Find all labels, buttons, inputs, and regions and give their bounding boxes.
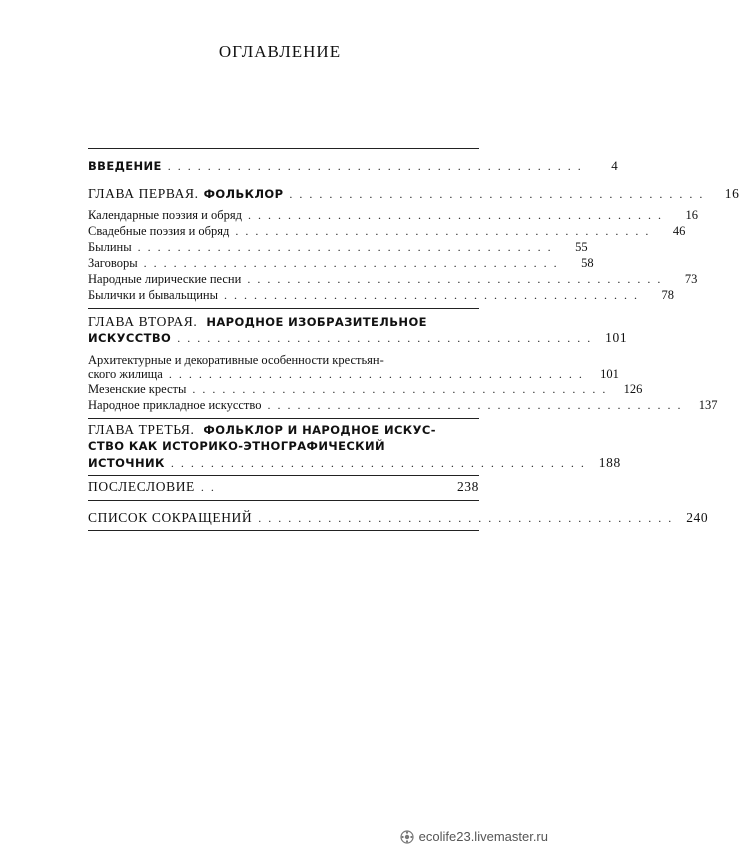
toc-entry-chapter1[interactable]: [88, 186, 739, 202]
chapter-divider: [88, 418, 479, 419]
toc-entry-page: 240: [686, 510, 709, 525]
leader-dots: ..........................................: [224, 288, 644, 302]
chapter-title: НАРОДНОЕ ИЗОБРАЗИТЕЛЬНОЕ: [206, 315, 427, 329]
toc-entry-page: 188: [598, 455, 621, 470]
toc-entry-page: 4: [611, 158, 618, 173]
toc-entry-label: Народные лирические песни: [88, 272, 242, 286]
toc-entry-page: 16: [685, 208, 698, 222]
leader-dots: ..........................................: [267, 398, 688, 412]
chapter-divider: [88, 308, 479, 309]
chapter-prefix: ГЛАВА ВТОРАЯ.: [88, 314, 198, 329]
leader-dots: ..: [200, 480, 221, 494]
toc-entry-section[interactable]: [88, 223, 686, 239]
chapter-divider: [88, 475, 479, 476]
toc-entry-page: 238: [456, 479, 479, 494]
toc-entry-label: Заговоры: [88, 256, 138, 270]
toc-entry-section[interactable]: [88, 287, 674, 303]
toc-entry-section[interactable]: [88, 271, 698, 287]
toc-entry-label: Народное прикладное искусство: [88, 398, 262, 412]
livemaster-logo-icon: [400, 830, 414, 844]
toc-entry-page: 16: [724, 186, 739, 201]
toc-entry-section[interactable]: [88, 255, 594, 271]
leader-dots: ..........................................: [258, 511, 679, 525]
toc-entry-label: СПИСОК СОКРАЩЕНИЙ: [88, 510, 253, 525]
toc-entry-section[interactable]: [88, 381, 643, 397]
toc-entry-section[interactable]: [88, 366, 619, 382]
leader-dots: ..........................................: [192, 382, 613, 396]
leader-dots: ..........................................: [177, 331, 598, 345]
leader-dots: ..........................................: [143, 256, 564, 270]
toc-entry-page: 73: [684, 272, 698, 286]
toc-entry-abbreviations[interactable]: [88, 510, 709, 526]
toc-entry-label: Календарные поэзия и обряд: [88, 208, 242, 222]
toc-entry-page: 101: [605, 330, 628, 345]
chapter-divider: [88, 500, 479, 501]
chapter3-title-line1: [88, 422, 436, 438]
toc-entry-intro[interactable]: [88, 158, 618, 174]
chapter-title: ФОЛЬКЛОР: [203, 187, 284, 201]
toc-entry-section[interactable]: [88, 207, 698, 223]
toc-entry-label: Мезенские кресты: [88, 382, 187, 396]
toc-entry-label: Былины: [88, 240, 132, 254]
toc-entry-section[interactable]: [88, 397, 718, 413]
toc-entry-label: ского жилища: [88, 367, 163, 381]
toc-entry-chapter2[interactable]: [88, 330, 628, 346]
leader-dots: ..........................................: [168, 367, 589, 381]
chapter2-title-line1: [88, 314, 427, 330]
toc-entry-label: Былички и бывальщины: [88, 288, 218, 302]
page-title: ОГЛАВЛЕНИЕ: [218, 42, 342, 61]
chapter-prefix: ГЛАВА ПЕРВАЯ.: [88, 186, 199, 201]
chapter-title: ФОЛЬКЛОР И НАРОДНОЕ ИСКУС-: [203, 423, 436, 437]
leader-dots: ..........................................: [247, 272, 668, 286]
toc-entry-page: 46: [672, 224, 686, 238]
toc-entry-label: Свадебные поэзия и обряд: [88, 224, 230, 238]
toc-entry-afterword[interactable]: [88, 479, 479, 495]
leader-dots: ..........................................: [167, 159, 588, 173]
toc-entry-page: 58: [581, 256, 594, 270]
chapter-title: ИСТОЧНИК: [88, 456, 165, 470]
chapter-title: СТВО КАК ИСТОРИКО-ЭТНОГРАФИЧЕСКИЙ: [88, 439, 386, 453]
toc-entry-label: ПОСЛЕСЛОВИЕ: [88, 479, 195, 494]
toc-entry-page: 78: [661, 288, 674, 302]
chapter3-title-line2: [88, 438, 385, 454]
toc-entry-label: ВВЕДЕНИЕ: [88, 159, 162, 173]
section-label-line1: Архитектурные и декоративные особенности крестьян-: [88, 353, 384, 367]
toc-entry-chapter3[interactable]: [88, 455, 621, 471]
toc-entry-page: 101: [600, 367, 619, 381]
watermark: [400, 829, 548, 844]
toc-entry-section[interactable]: [88, 239, 588, 255]
toc-entry-page: 126: [623, 382, 643, 396]
leader-dots: ..........................................: [289, 187, 710, 201]
leader-dots: ..........................................: [137, 240, 558, 254]
chapter-prefix: ГЛАВА ТРЕТЬЯ.: [88, 422, 195, 437]
leader-dots: ..........................................: [170, 456, 591, 470]
watermark-text: ecolife23.livemaster.ru: [418, 829, 548, 844]
leader-dots: ..........................................: [235, 224, 656, 238]
top-divider: [88, 148, 479, 149]
toc-entry-page: 137: [698, 398, 718, 412]
bottom-divider: [88, 530, 479, 531]
leader-dots: ..........................................: [247, 208, 668, 222]
toc-entry-page: 55: [575, 240, 588, 254]
chapter-title: ИСКУССТВО: [88, 331, 172, 345]
